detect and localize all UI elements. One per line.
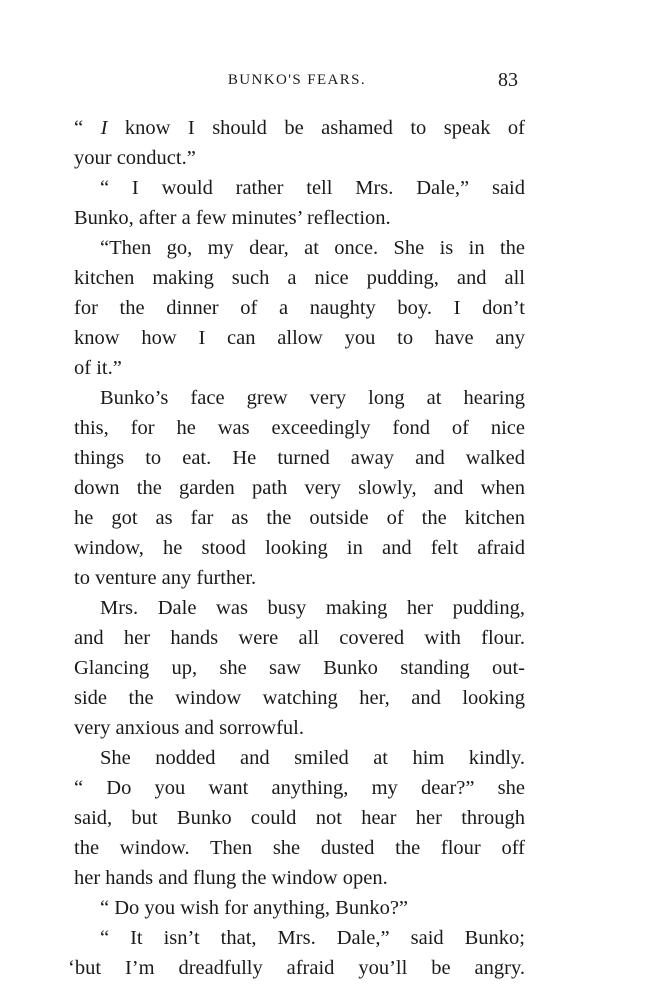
text-line: “ I would rather tell Mrs. Dale,” said: [100, 177, 525, 199]
running-head: [74, 69, 520, 96]
text-line: She nodded and smiled at him kindly.: [100, 747, 525, 769]
text-line: Glancing up, she saw Bunko standing out-: [74, 657, 525, 679]
text-line: side the window watching her, and looking: [74, 687, 525, 709]
text-line: the window. Then she dusted the flour off: [74, 837, 525, 859]
text-line: this, for he was exceedingly fond of nice: [74, 417, 525, 439]
text-line: ‘but I’m dreadfully afraid you’ll be angry.: [68, 957, 525, 979]
text-line: “ Do you want anything, my dear?” she: [74, 777, 525, 799]
text-line: “ Do you wish for anything, Bunko?”: [100, 897, 409, 919]
text-line: of it.”: [74, 357, 122, 379]
text-line: kitchen making such a nice pudding, and all: [74, 267, 525, 289]
text-line: know how I can allow you to have any: [74, 327, 525, 349]
text-line: and her hands were all covered with flour.: [74, 627, 525, 649]
text-line: your conduct.”: [74, 147, 196, 169]
text-line: Mrs. Dale was busy making her pudding,: [100, 597, 525, 619]
text-line: very anxious and sorrowful.: [74, 717, 305, 739]
text-line: for the dinner of a naughty boy. I don’t: [74, 297, 525, 319]
body-text: [68, 113, 525, 983]
text-line: said, but Bunko could not hear her through: [74, 807, 525, 829]
emphasis: I: [100, 117, 108, 139]
running-title: BUNKO'S FEARS.: [227, 72, 367, 88]
text-line: he got as far as the outside of the kitchen: [74, 507, 525, 529]
text-line: to venture any further.: [74, 567, 257, 589]
text-line: down the garden path very slowly, and when: [74, 477, 525, 499]
text-line: things to eat. He turned away and walked: [74, 447, 525, 469]
text-line: her hands and flung the window open.: [74, 867, 388, 889]
text-line: Bunko, after a few minutes’ reflection.: [74, 207, 391, 229]
text-line: Bunko’s face grew very long at hearing: [100, 387, 525, 409]
text-line: “Then go, my dear, at once. She is in the: [100, 237, 525, 259]
page-number: 83: [498, 69, 518, 91]
text-line: “ I know I should be ashamed to speak of: [74, 117, 525, 139]
text-line: “ It isn’t that, Mrs. Dale,” said Bunko;: [100, 927, 525, 949]
text-line: window, he stood looking in and felt afraid: [74, 537, 525, 559]
